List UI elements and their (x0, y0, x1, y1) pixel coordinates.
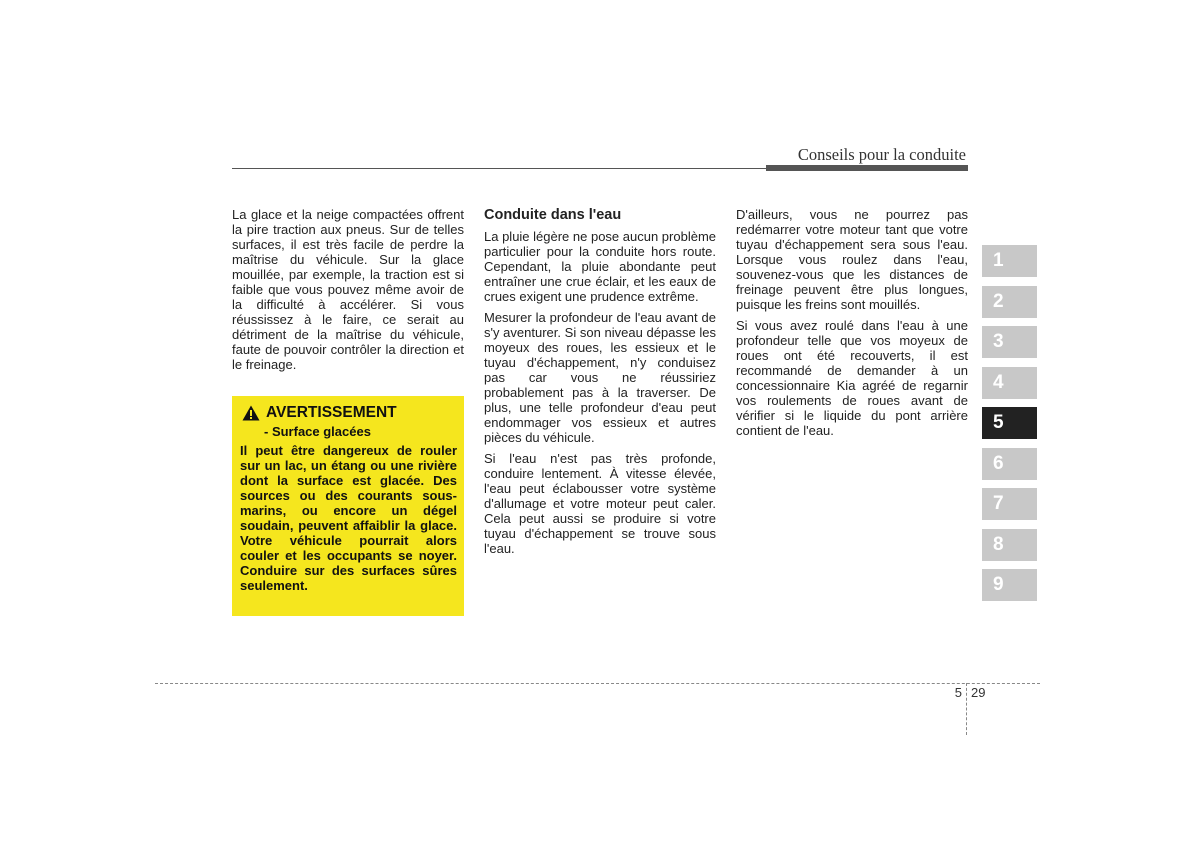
body-paragraph: La pluie légère ne pose aucun problème particulier pour la conduite hors route. Cependant, la pluie abondante peut entraîner une crue éclair, et les eaux de crues exigent une prudence extrême. (484, 229, 717, 304)
chapter-tab-1[interactable]: 1 (982, 245, 1037, 277)
chapter-tab-6[interactable]: 6 (982, 448, 1037, 480)
body-paragraph: Si vous avez roulé dans l'eau à une profondeur telle que vos moyeux de roues ont été recouverts, il est recommandé de demander à un concessionnaire Kia agréé de regarnir vos roulements de roues avant de vérifier si le liquide du pont arrière contient de l'eau. (736, 318, 968, 438)
header-divider (232, 168, 767, 169)
section-title: Conseils pour la conduite (797, 145, 966, 164)
chapter-tab-4[interactable]: 4 (982, 367, 1037, 399)
chapter-tab-7[interactable]: 7 (982, 488, 1037, 520)
footer-page-number: 29 (971, 685, 986, 700)
chapter-tab-3[interactable]: 3 (982, 326, 1037, 358)
footer-divider (155, 683, 1040, 684)
warning-triangle-icon (242, 405, 260, 421)
body-paragraph: Mesurer la profondeur de l'eau avant de s'y aventurer. Si son niveau dépasse les moyeux des roues, les essieux et le tuyau d'échappement, n'y conduisez pas car vous ne réussiriez probablement pas à la traverser. De plus, une telle profondeur d'eau peut endommager vos essieux et autres pièces du véhicule. (484, 310, 716, 445)
section-heading: Conduite dans l'eau (484, 207, 622, 223)
body-paragraph: La glace et la neige compactées offrent la pire traction aux pneus. Sur de telles surfaces, il est très facile de perdre la maîtrise du véhicule. Sur la glace mouillée, par exemple, la traction est si faible que vous pouvez même avoir de la difficulté à accélérer. Si vous réussissez à le faire, ce serait au détriment de la maîtrise du véhicule, faute de pouvoir contrôler la direction et le freinage. (232, 207, 464, 372)
chapter-tab-2[interactable]: 2 (982, 286, 1037, 318)
text-column-1 (232, 207, 464, 378)
warning-box (232, 396, 464, 616)
warning-header (240, 404, 457, 422)
warning-body: Il peut être dangereux de rouler sur un lac, un étang ou une rivière dont la surface est glacée. Des sources ou des courants sous-marins, ou encore un dégel soudain, peuvent affaiblir la glace. Votre véhicule pourrait alors couler et les occupants se noyer. Conduire sur des surfaces sûres seulement. (240, 443, 457, 593)
chapter-tab-5[interactable]: 5 (982, 407, 1037, 439)
body-paragraph: Si l'eau n'est pas très profonde, conduire lentement. À vitesse élevée, l'eau peut éclabousser votre système d'allumage et votre moteur peut caler. Cela peut aussi se produire si votre tuyau d'échappement se trouve sous l'eau. (484, 451, 716, 556)
header-divider-accent (766, 165, 968, 171)
warning-subtitle: - Surface glacées (264, 424, 371, 439)
body-paragraph: D'ailleurs, vous ne pourrez pas redémarrer votre moteur tant que votre tuyau d'échappement sera sous l'eau. Lorsque vous roulez dans l'eau, souvenez-vous que les distances de freinage peuvent être plus longues, puisque les freins sont mouillés. (736, 207, 968, 312)
footer-chapter-number: 5 (954, 685, 962, 700)
text-column-3 (736, 207, 968, 444)
warning-title: AVERTISSEMENT (266, 404, 397, 421)
footer-vertical-divider (966, 683, 967, 735)
text-column-2 (484, 207, 716, 562)
chapter-tab-9[interactable]: 9 (982, 569, 1037, 601)
chapter-tab-8[interactable]: 8 (982, 529, 1037, 561)
